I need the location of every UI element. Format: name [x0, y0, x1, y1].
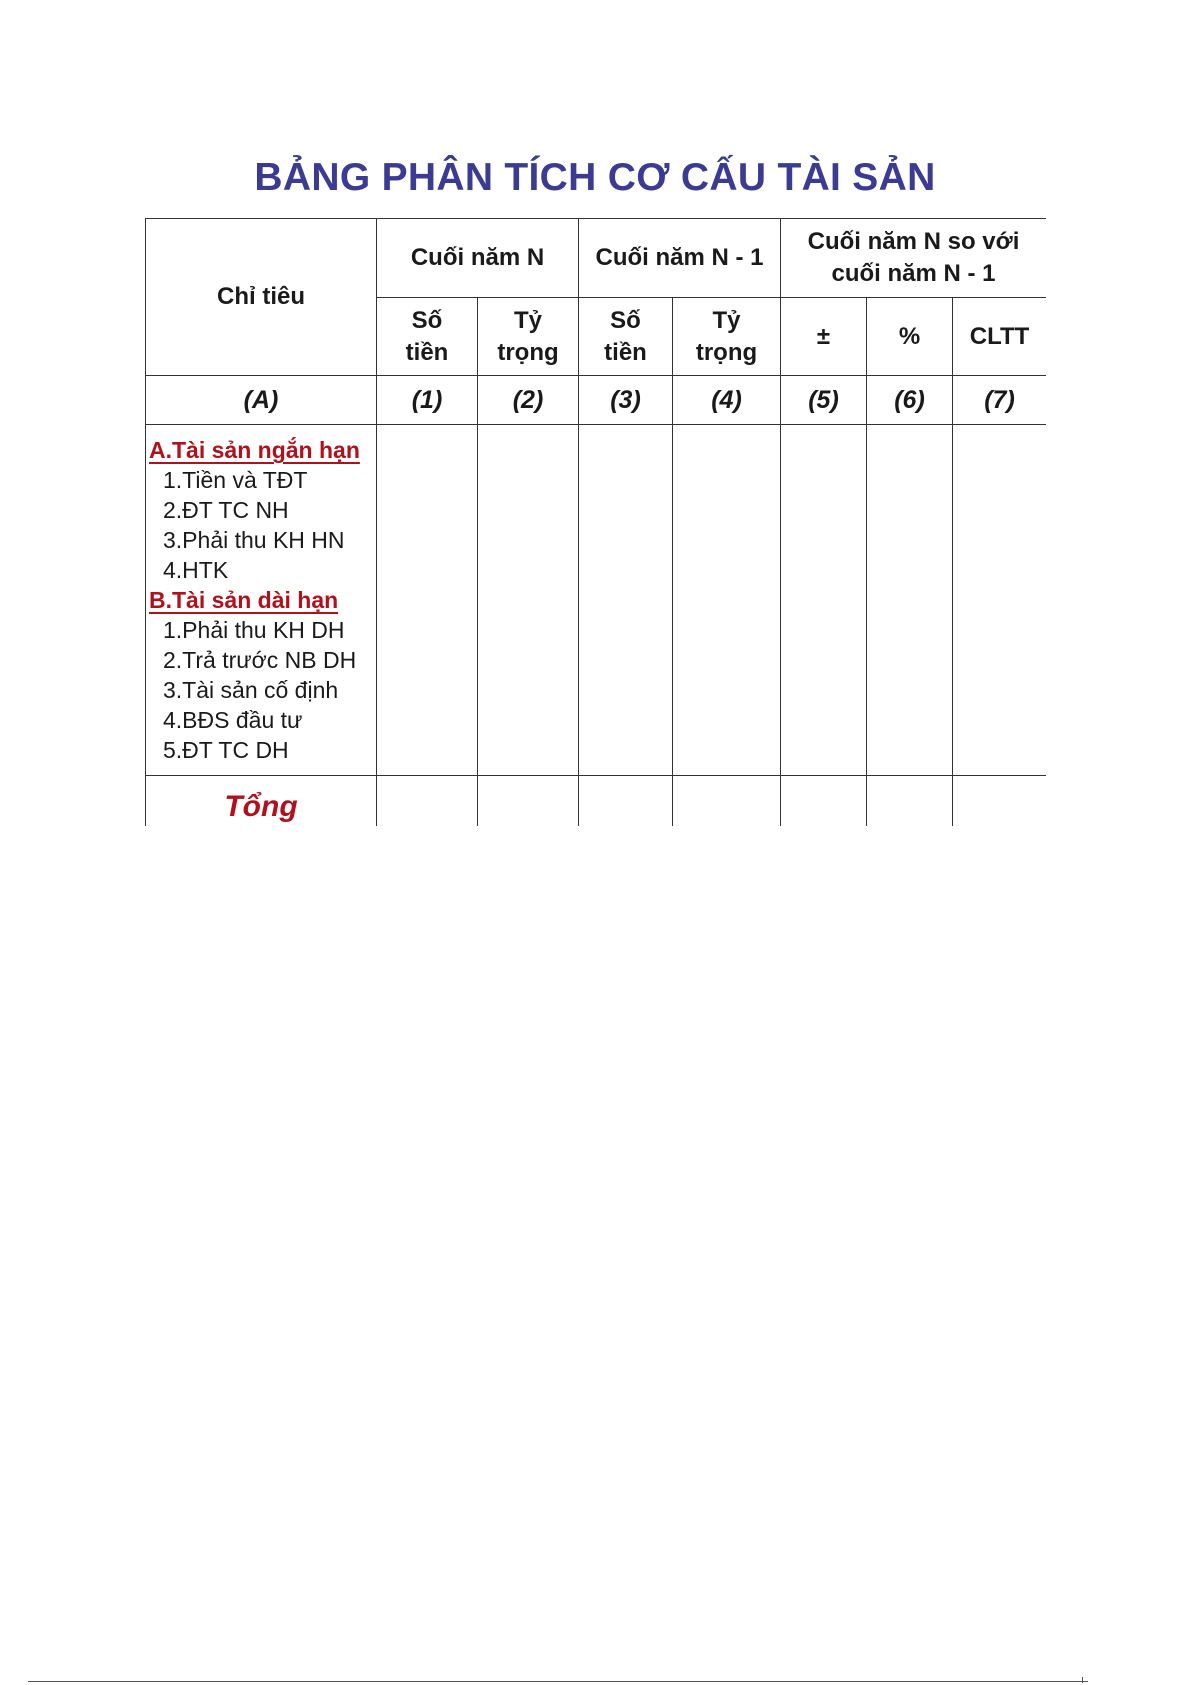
header-so-tien-n-line2: tiền: [405, 338, 449, 366]
empty-cell: [953, 776, 1046, 827]
list-item: 4.BĐS đầu tư: [163, 707, 303, 733]
empty-cell: [673, 425, 781, 776]
header-cltt: [953, 298, 1046, 376]
header-group-compare-line1: Cuối năm N so với: [807, 228, 1020, 255]
empty-cell: [781, 425, 867, 776]
header-ty-trong-n1: [673, 298, 781, 376]
page-corner-mark: [1082, 1677, 1083, 1683]
header-group-compare-line2: cuối năm N - 1: [831, 260, 996, 287]
header-so-tien-n1-line2: tiền: [604, 338, 647, 366]
header-ty-trong-n: [478, 298, 579, 376]
header-group-cuoi-nam-n-label: Cuối năm N: [410, 244, 545, 271]
empty-cell: [953, 425, 1046, 776]
column-index-6: (6): [867, 376, 953, 425]
header-ty-trong-n1-line1: Tỷ: [712, 306, 741, 334]
column-index-2: (2): [478, 376, 579, 425]
list-item: 3.Phải thu KH HN: [163, 527, 345, 553]
column-index-7: (7): [953, 376, 1046, 425]
header-plus-minus-label: ±: [816, 322, 831, 350]
header-group-cuoi-nam-n1: [579, 219, 781, 298]
list-item: 1.Tiền và TĐT: [163, 467, 308, 493]
empty-cell: [579, 776, 673, 827]
header-cltt-label: CLTT: [969, 322, 1030, 350]
empty-cell: [867, 425, 953, 776]
section-title-short-term: A.Tài sản ngắn hạn: [149, 437, 360, 463]
header-so-tien-n-line1: Số: [411, 306, 443, 334]
empty-cell: [867, 776, 953, 827]
total-label: Tổng: [146, 776, 377, 827]
list-item: 3.Tài sản cố định: [163, 677, 339, 703]
page-bottom-rule: [28, 1681, 1088, 1682]
list-item: 2.Trả trước NB DH: [163, 647, 357, 673]
header-chi-tieu-label: Chỉ tiêu: [217, 283, 305, 310]
header-group-compare: [781, 219, 1046, 298]
header-ty-trong-n-line1: Tỷ: [513, 306, 542, 334]
header-so-tien-n1: [579, 298, 673, 376]
items-list-cell: [146, 425, 377, 776]
header-group-cuoi-nam-n1-label: Cuối năm N - 1: [595, 244, 764, 271]
header-ty-trong-n-line2: trọng: [497, 338, 559, 366]
asset-structure-table: [145, 218, 1046, 826]
column-index-3: (3): [579, 376, 673, 425]
header-row-groups: [146, 219, 1047, 298]
column-index-a: (A): [146, 376, 377, 425]
column-index-row: [146, 376, 1047, 425]
empty-cell: [579, 425, 673, 776]
list-item: 2.ĐT TC NH: [163, 497, 289, 523]
header-so-tien-n: [377, 298, 478, 376]
total-row: [146, 776, 1047, 827]
empty-cell: [478, 425, 579, 776]
page-title: BẢNG PHÂN TÍCH CƠ CẤU TÀI SẢN: [254, 156, 936, 199]
list-item: 5.ĐT TC DH: [163, 737, 289, 763]
section-title-long-term: B.Tài sản dài hạn: [149, 587, 339, 613]
empty-cell: [478, 776, 579, 827]
empty-cell: [377, 425, 478, 776]
header-chi-tieu: [146, 219, 377, 376]
header-ty-trong-n1-line2: trọng: [695, 338, 758, 366]
items-row: [146, 425, 1047, 776]
header-group-cuoi-nam-n: [377, 219, 579, 298]
header-plus-minus: [781, 298, 867, 376]
header-percent-label: %: [898, 322, 921, 350]
asset-structure-table-wrapper: [145, 218, 1046, 826]
list-item: 4.HTK: [163, 557, 229, 583]
column-index-1: (1): [377, 376, 478, 425]
empty-cell: [673, 776, 781, 827]
empty-cell: [781, 776, 867, 827]
column-index-4: (4): [673, 376, 781, 425]
column-index-5: (5): [781, 376, 867, 425]
empty-cell: [377, 776, 478, 827]
header-percent: [867, 298, 953, 376]
header-so-tien-n1-line1: Số: [610, 306, 641, 334]
list-item: 1.Phải thu KH DH: [163, 617, 345, 643]
